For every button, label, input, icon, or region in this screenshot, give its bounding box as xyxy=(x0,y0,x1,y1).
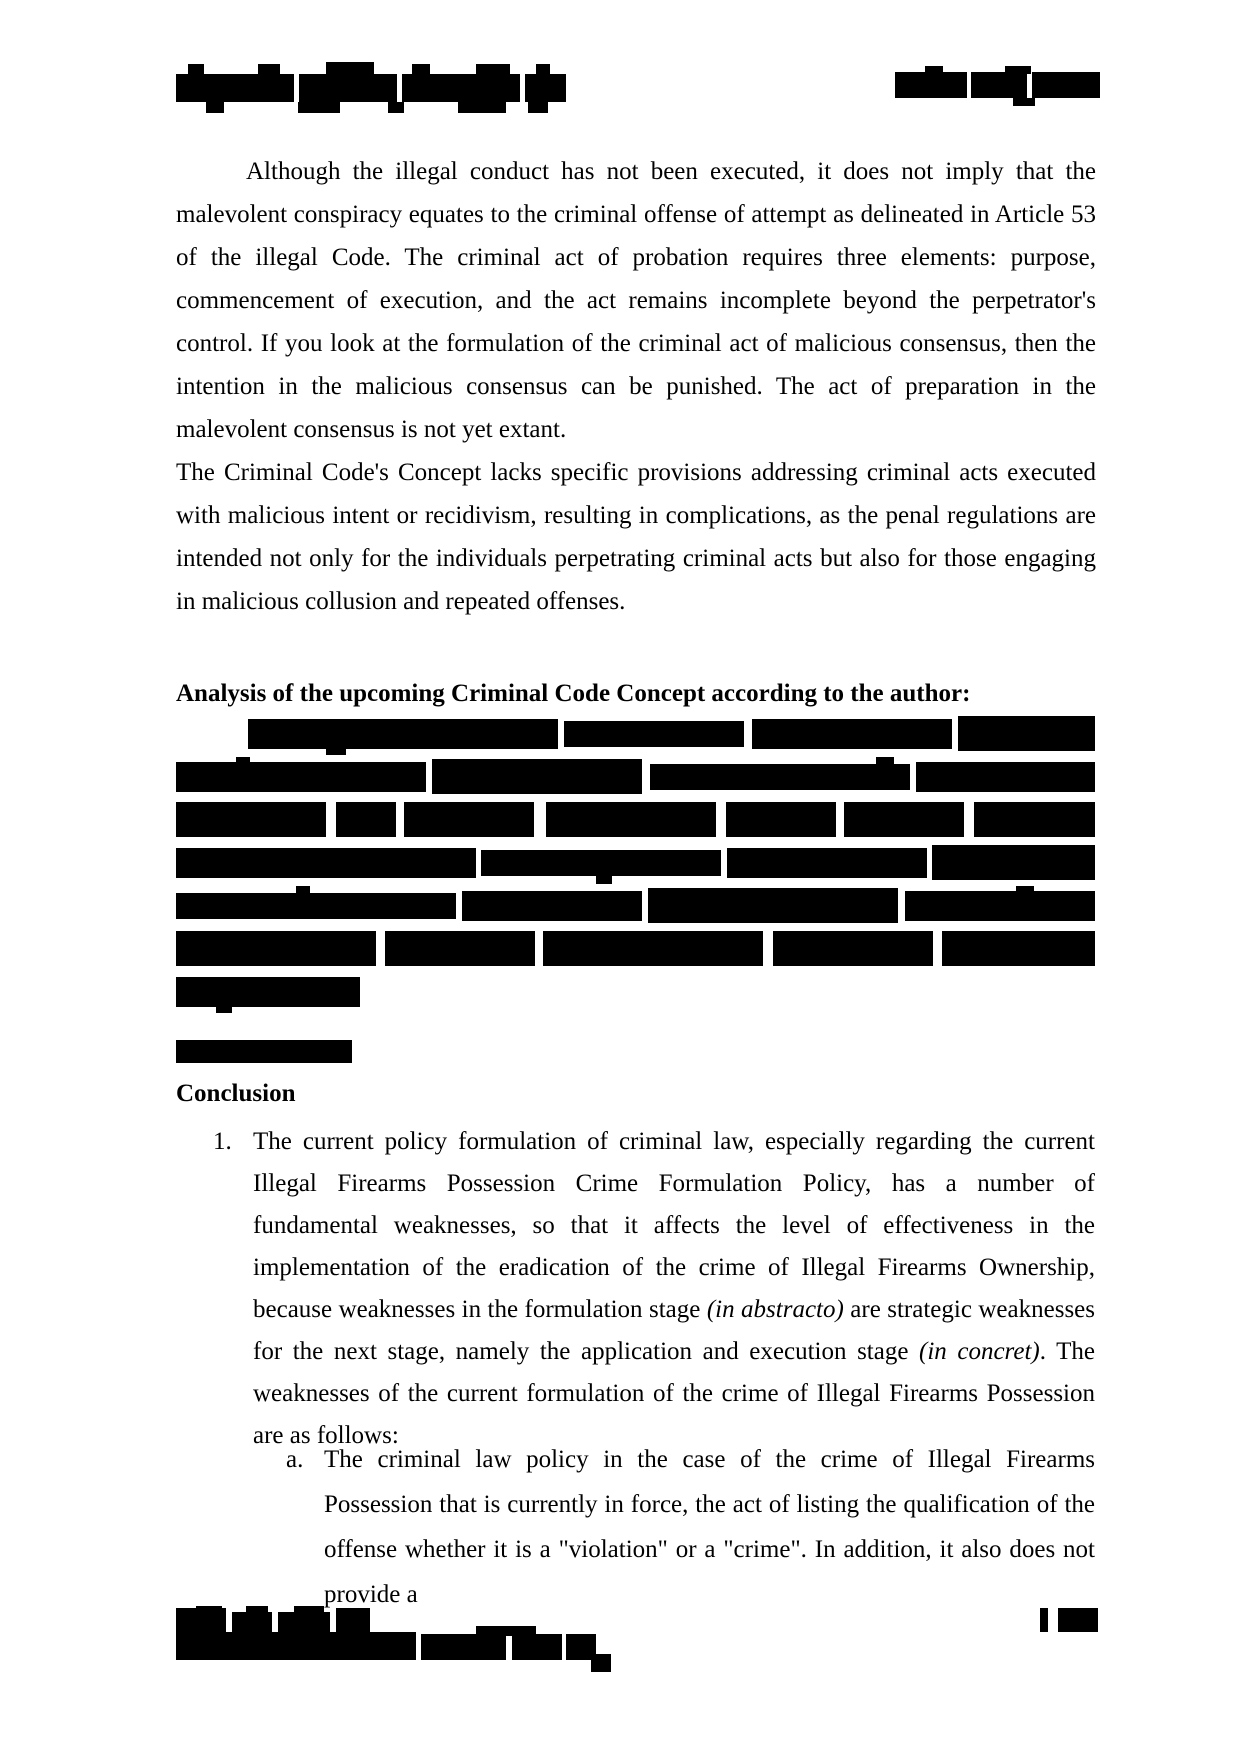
conclusion-item-1-text: The current policy formulation of criminal law, especially regarding the current Illegal Firearms Possession Crime Formulation Policy, has a number of fundamental weaknesses, so that it affects the level of effectiveness in the implementation of the eradication of the crime of Illegal Firearms Ownership, because weaknesses in the formulation stage (in abstracto) are strategic weaknesses for the next stage, namely the application and execution stage (in concret). The weaknesses of the current formulation of the crime of Illegal Firearms Possession are as follows: xyxy=(253,1128,1096,1449)
redacted-line xyxy=(176,841,1096,884)
redacted-subheading xyxy=(176,1040,352,1063)
paragraph-1: Although the illegal conduct has not been executed, it does not imply that the malevolent conspiracy equates to the criminal offense of attempt as delineated in Article 53 of the illegal Code. The criminal act of probation requires three elements: purpose, commencement of execution, and the act remains incomplete beyond the perpetrator's control. If you look at the formulation of the criminal act of malicious consensus, then the intention in the malicious consensus can be punished. The act of preparation in the malevolent consensus is not yet extant. xyxy=(176,158,1096,443)
paragraph-2: The Criminal Code's Concept lacks specific provisions addressing criminal acts executed with malicious intent or recidivism, resulting in complications, as the penal regulations are intended not only for the individuals perpetrating criminal acts but also for those engaging in malicious collusion and repeated offenses. xyxy=(176,459,1096,615)
header-right-redaction xyxy=(895,66,1100,106)
redacted-line xyxy=(176,927,1096,970)
conclusion-item-1a xyxy=(176,1437,1096,1617)
header-left-redaction xyxy=(176,62,566,114)
footer-left-redaction xyxy=(176,1606,621,1674)
redacted-line xyxy=(176,712,1096,755)
analysis-heading: Analysis of the upcoming Criminal Code Concept according to the author: xyxy=(176,680,971,707)
conclusion-item-1a-text: The criminal law policy in the case of the crime of Illegal Firearms Possession that is currently in force, the act of listing the qualification of the offense whether it is a "violation" or a "crime". In addition, it also does not provide a xyxy=(324,1446,1095,1608)
redacted-line xyxy=(176,884,1096,927)
conclusion-item-1 xyxy=(176,1121,1096,1457)
list-number: 1. xyxy=(213,1128,232,1155)
redacted-line xyxy=(176,970,1096,1013)
body-text xyxy=(176,150,1096,623)
footer-page-number-redaction xyxy=(1040,1608,1100,1634)
conclusion-heading: Conclusion xyxy=(176,1080,296,1107)
redacted-line xyxy=(176,798,1096,841)
list-letter: a. xyxy=(286,1446,304,1473)
redacted-line xyxy=(176,755,1096,798)
analysis-redacted-paragraph xyxy=(176,712,1096,1013)
